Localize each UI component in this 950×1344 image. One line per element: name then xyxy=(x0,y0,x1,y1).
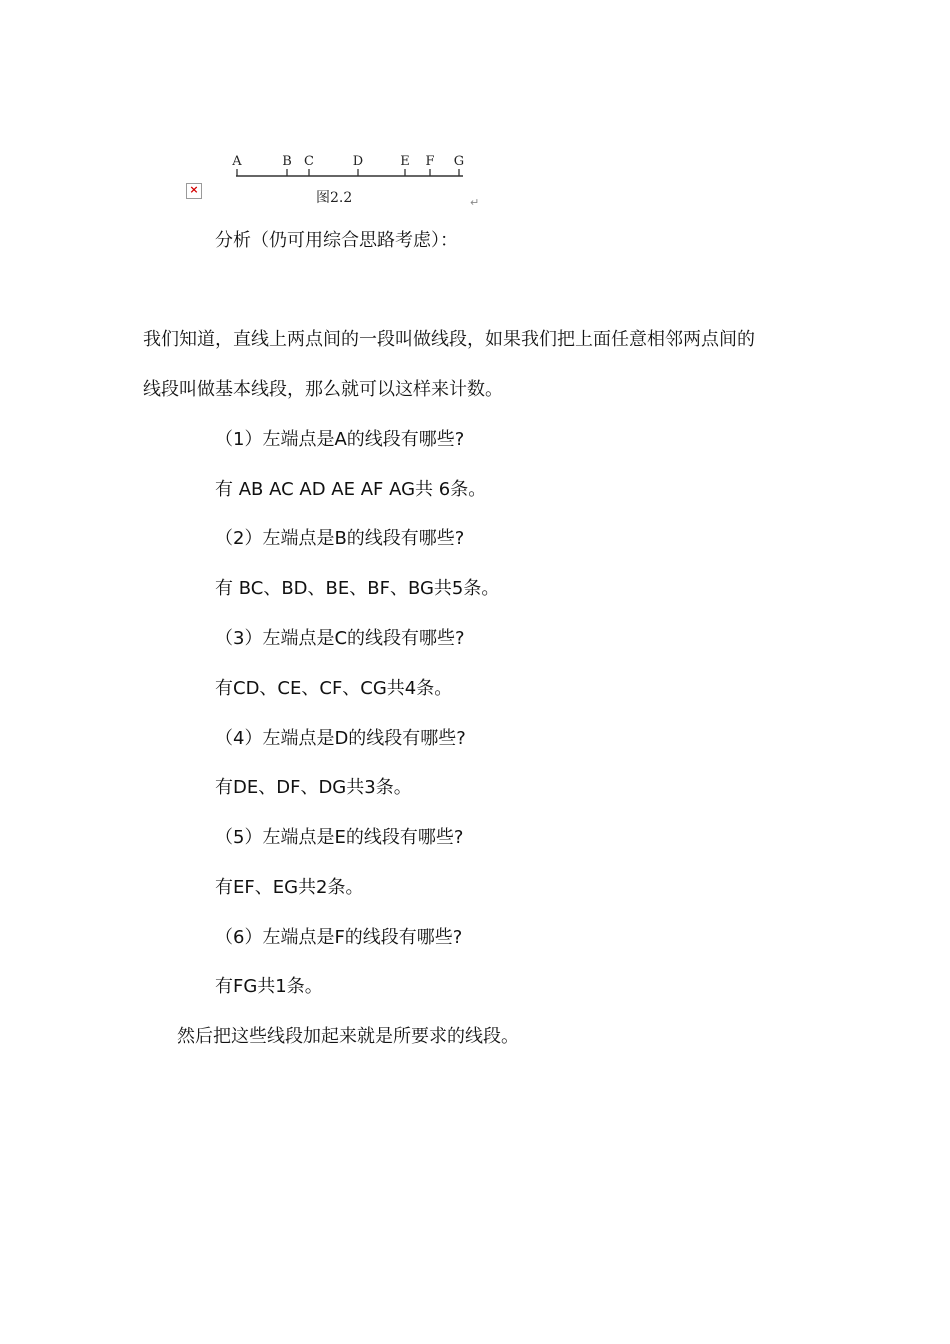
question-1: （1）左端点是A的线段有哪些? xyxy=(215,429,465,450)
answer-1: 有 AB AC AD AE AF AG共 6条。 xyxy=(215,479,487,500)
segment-diagram xyxy=(222,150,492,214)
point-label-f: F xyxy=(425,154,435,169)
analysis-heading: 分析（仍可用综合思路考虑）： xyxy=(215,230,458,251)
answer-4: 有DE、DF、DG共3条。 xyxy=(215,777,412,798)
answer-6: 有FG共1条。 xyxy=(215,976,323,997)
point-label-g: G xyxy=(453,154,465,169)
figure-2-2 xyxy=(222,150,492,214)
intro-line-2: 线段叫做基本线段，那么就可以这样来计数。 xyxy=(143,379,503,400)
figure-caption: 图2.2 xyxy=(316,190,353,206)
paragraph-mark-icon: ↵ xyxy=(470,196,480,209)
point-label-e: E xyxy=(400,154,410,169)
point-label-d: D xyxy=(352,154,364,169)
intro-line-1: 我们知道，直线上两点间的一段叫做线段，如果我们把上面任意相邻两点间的 xyxy=(143,329,755,350)
point-label-b: B xyxy=(282,154,292,169)
question-5: （5）左端点是E的线段有哪些? xyxy=(215,827,464,848)
question-2: （2）左端点是B的线段有哪些? xyxy=(215,528,465,549)
point-label-a: A xyxy=(232,154,242,169)
answer-2: 有 BC、BD、BE、BF、BG共5条。 xyxy=(215,578,500,599)
broken-image-icon: × xyxy=(186,183,202,199)
question-6: （6）左端点是F的线段有哪些? xyxy=(215,927,463,948)
answer-5: 有EF、EG共2条。 xyxy=(215,877,364,898)
point-label-c: C xyxy=(304,154,314,169)
question-3: （3）左端点是C的线段有哪些? xyxy=(215,628,465,649)
answer-3: 有CD、CE、CF、CG共4条。 xyxy=(215,678,453,699)
question-4: （4）左端点是D的线段有哪些? xyxy=(215,728,466,749)
conclusion-line: 然后把这些线段加起来就是所要求的线段。 xyxy=(177,1026,519,1047)
